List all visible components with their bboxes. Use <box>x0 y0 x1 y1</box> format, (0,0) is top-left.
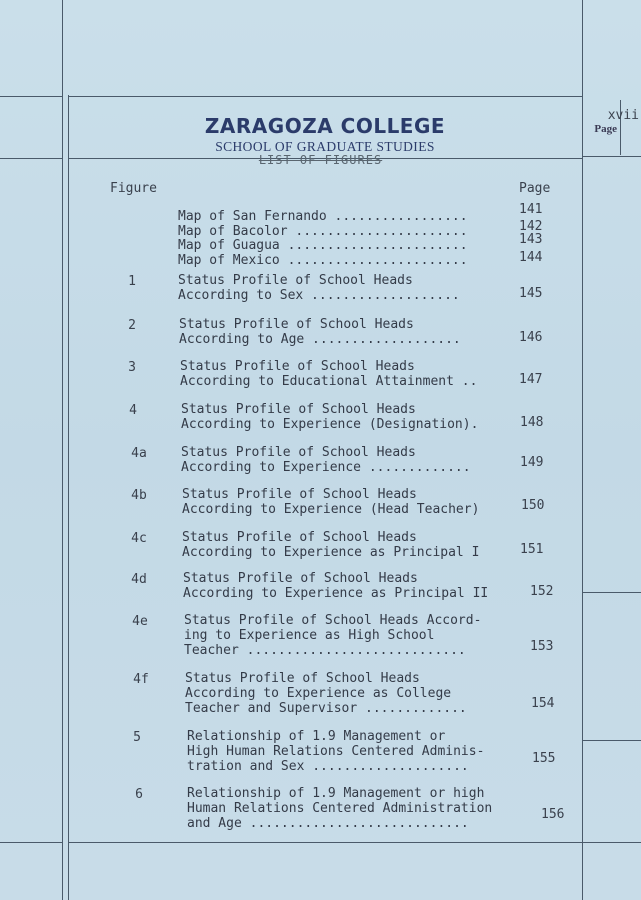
bottom-rule-left <box>0 842 62 843</box>
figure-number: 4e <box>132 614 148 629</box>
left-margin-rule <box>62 0 63 900</box>
figure-title-line: According to Sex ................... <box>178 288 460 303</box>
letterhead <box>65 110 585 155</box>
figure-number: 3 <box>128 360 136 375</box>
figure-title-line: According to Experience as College <box>185 686 452 701</box>
top-rule-main <box>68 96 582 97</box>
figure-title-line: Relationship of 1.9 Management or <box>187 729 446 744</box>
figure-title-line: Teacher and Supervisor ............. <box>185 701 467 716</box>
figure-title-line: tration and Sex .................... <box>187 759 469 774</box>
figure-page: 156 <box>541 807 565 822</box>
map-entry-page: 142 <box>519 219 543 234</box>
figure-title-line: Status Profile of School Heads <box>181 402 416 417</box>
school-name: SCHOOL OF GRADUATE STUDIES <box>215 139 435 154</box>
figure-page: 154 <box>531 696 555 711</box>
figure-title-line: High Human Relations Centered Adminis- <box>187 744 485 759</box>
figure-number: 2 <box>128 318 136 333</box>
map-entry-page: 143 <box>519 232 543 247</box>
figure-title-line: Status Profile of School Heads <box>179 317 414 332</box>
right-mid-rule <box>582 592 641 593</box>
figure-page: 150 <box>521 498 545 513</box>
figure-number: 6 <box>135 787 143 802</box>
figure-number: 5 <box>133 730 141 745</box>
figure-title-line: According to Experience (Designation). <box>181 417 479 432</box>
figure-page: 151 <box>520 542 544 557</box>
inner-left-rule <box>68 95 69 900</box>
figure-page: 147 <box>519 372 543 387</box>
figure-page: 145 <box>519 286 543 301</box>
figure-title-line: According to Experience (Head Teacher) <box>182 502 480 517</box>
list-of-figures-title: LIST OF FIGURES <box>258 153 383 167</box>
top-rule-left <box>0 96 62 97</box>
figure-title-line: Human Relations Centered Administration <box>187 801 493 816</box>
figure-page: 149 <box>520 455 544 470</box>
figure-number: 4b <box>131 488 147 503</box>
college-name: ZARAGOZA COLLEGE <box>204 114 446 138</box>
figure-number: 1 <box>128 274 136 289</box>
map-entry-page: 141 <box>519 202 543 217</box>
map-entry-text: Map of Mexico ....................... <box>178 253 468 268</box>
figure-title-line: Status Profile of School Heads Accord- <box>184 613 482 628</box>
figure-title-line: Status Profile of School Heads <box>181 445 416 460</box>
bottom-rule-right <box>582 842 641 843</box>
figure-title-line: According to Experience ............. <box>181 460 471 475</box>
figure-title-line: Status Profile of School Heads <box>185 671 420 686</box>
figure-title-line: According to Experience as Principal I <box>182 545 480 560</box>
figure-page: 146 <box>519 330 543 345</box>
figure-title-line: Teacher ............................ <box>184 643 466 658</box>
figure-title-line: ing to Experience as High School <box>184 628 435 643</box>
figure-number: 4c <box>131 531 147 546</box>
page-column-heading: Page <box>519 181 551 196</box>
figure-number: 4a <box>131 446 147 461</box>
right-lower-rule <box>582 740 641 741</box>
figure-title-line: Relationship of 1.9 Management or high <box>187 786 485 801</box>
figure-title-line: According to Age ................... <box>179 332 461 347</box>
figure-title-line: Status Profile of School Heads <box>182 487 417 502</box>
figure-number: 4d <box>131 572 147 587</box>
figure-title-line: According to Experience as Principal II <box>183 586 489 601</box>
figure-title-line: Status Profile of School Heads <box>182 530 417 545</box>
figure-title-line: Status Profile of School Heads <box>178 273 413 288</box>
map-entry-text: Map of Bacolor ...................... <box>178 224 468 239</box>
figure-title-line: Status Profile of School Heads <box>183 571 418 586</box>
roman-page-number: xvii <box>607 108 639 123</box>
figure-title-line: According to Educational Attainment .. <box>180 374 478 389</box>
map-entry-text: Map of San Fernando ................. <box>178 209 468 224</box>
page-stamp-label: Page <box>594 123 617 135</box>
figure-number: 4f <box>133 672 149 687</box>
figure-page: 155 <box>532 751 556 766</box>
page-stamp <box>594 108 639 135</box>
figure-title-line: and Age ............................ <box>187 816 469 831</box>
figure-column-heading: Figure <box>110 181 157 196</box>
figure-number: 4 <box>129 403 137 418</box>
figure-page: 153 <box>530 639 554 654</box>
map-entry-page: 144 <box>519 250 543 265</box>
bottom-rule-main <box>68 842 582 843</box>
map-entry-text: Map of Guagua ....................... <box>178 238 468 253</box>
figure-title-line: Status Profile of School Heads <box>180 359 415 374</box>
figure-page: 152 <box>530 584 554 599</box>
figure-page: 148 <box>520 415 544 430</box>
